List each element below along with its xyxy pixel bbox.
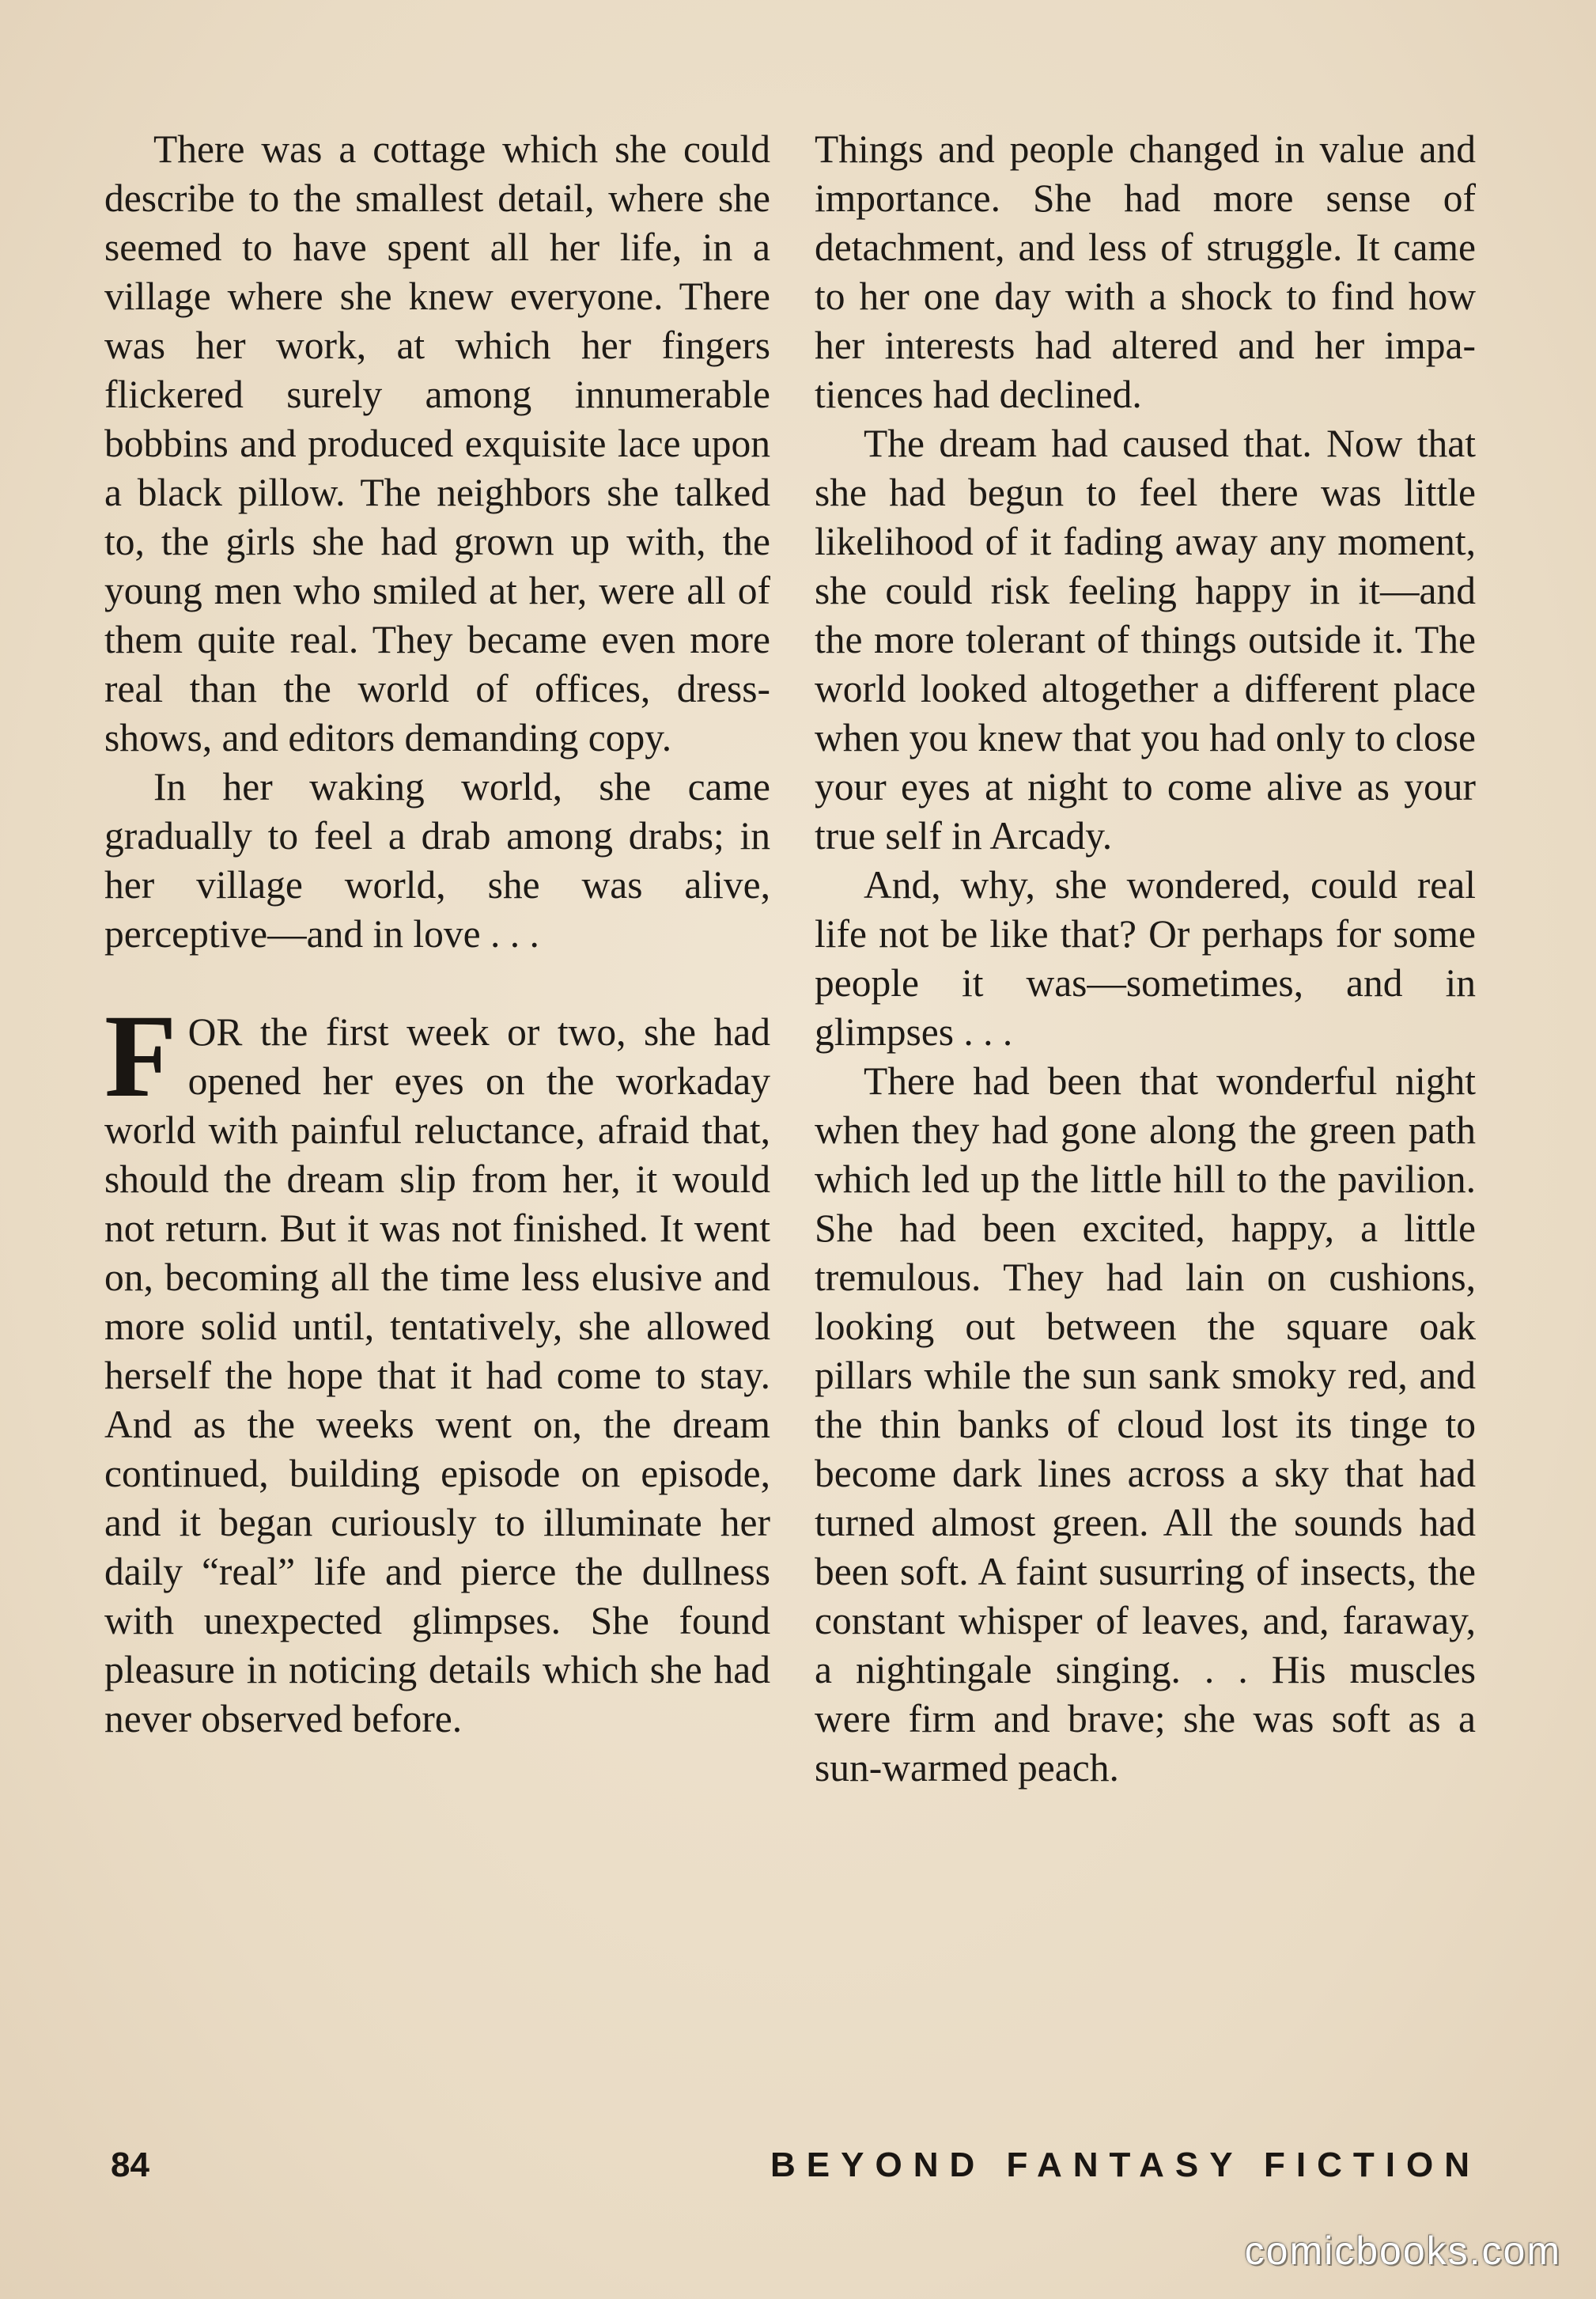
paragraph-first-week — [104, 990, 770, 1744]
site-watermark: comicbooks.com — [1244, 2229, 1561, 2273]
paragraph-real-life: And, why, she wondered, could real life not be like that? Or perhaps for some people it was—sometimes, and in glimpses . . . — [815, 863, 1476, 1054]
page-footer — [111, 2146, 1481, 2193]
paragraph-dream-caused: The dream had caused that. Now that she had begun to feel there was little likelihood of it fading away any moment, she could risk feeling happy in it—and the more tolerant of things outside it. The world looked altogether a different place when you knew that you had only to close your eyes at night to come alive as your true self in Arcady. — [815, 422, 1476, 858]
paragraph-cottage: There was a cottage which she could describe to the smallest detail, where she seemed to have spent all her life, in a village where she knew everyone. There was her work, at which her fingers flickered surely among innumerable bobbins and produced exquisite lace upon a black pillow. The neighbors she talked to, the girls she had grown up with, the young men who smiled at her, were all of them quite real. They became even more real than the world of offices, dress-shows, and editors demanding copy. — [104, 127, 770, 759]
drop-cap-lead-word: OR — [187, 1010, 243, 1054]
right-text-column — [815, 125, 1476, 1793]
paragraph-waking-world: In her waking world, she came gradually to feel a drab among drabs; in her village world, she was alive, perceptive—and in love . . . — [104, 765, 770, 956]
left-text-column — [104, 125, 770, 1744]
page-number: 84 — [111, 2146, 149, 2184]
paragraph-things-and-people: Things and people changed in value and importance. She had more sense of detachment, and less of struggle. It came to her one day with a shock to find how her interests had altered and her impatiences had declined. — [815, 127, 1476, 416]
paragraph-first-week-text: the first week or two, she had opened her eyes on the workaday world with painful reluctance, afraid that, should the dream slip from her, it would not return. But it was not finished. It went on, becoming all the time less elusive and more solid until, tentatively, she allowed herself the hope that it had come to stay. And as the weeks went on, the dream continued, building episode on episode, and it began curiously to illuminate her daily “real” life and pierce the dullness with unexpected glimpses. She found pleasure in noticing details which she had never observed before. — [104, 1010, 770, 1740]
running-title: BEYOND FANTASY FICTION — [770, 2146, 1481, 2184]
paragraph-wonderful-night: There had been that wonderful night when they had gone along the green path which led up the little hill to the pavilion. She had been excited, happy, a little tremulous. They had lain on cushions, looking out between the square oak pillars while the sun sank smoky red, and the thin banks of cloud lost its tinge to become dark lines across a sky that had turned almost green. All the sounds had been soft. A faint susurring of insects, the constant whisper of leaves, and, faraway, a nightingale singing. . . His muscles were firm and brave; she was soft as a sun-warmed peach. — [815, 1059, 1476, 1790]
drop-cap: F — [104, 990, 177, 1122]
